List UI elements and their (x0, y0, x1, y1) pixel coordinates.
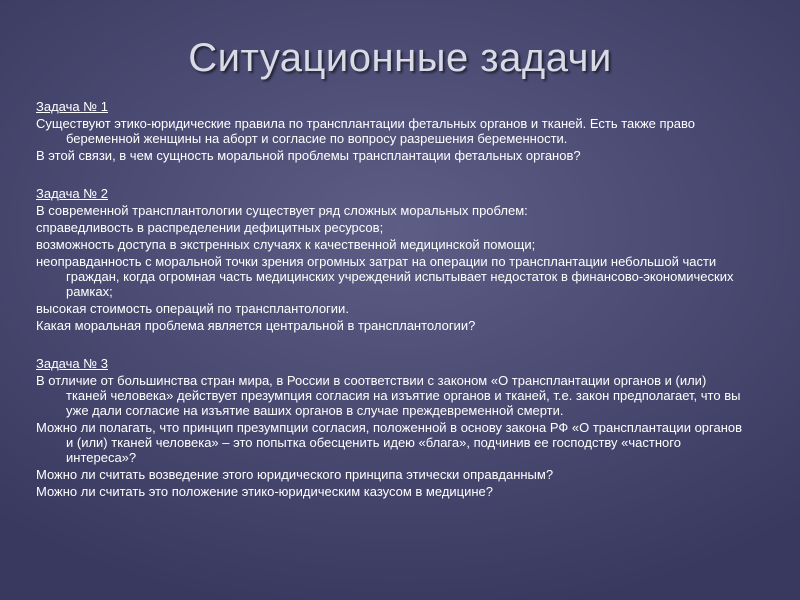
task-3 (36, 356, 750, 499)
task-2 (36, 186, 750, 333)
task-3-question: Можно ли полагать, что принцип презумпции согласия, положенной в основу закона РФ «О трансплантации органов и (или) тканей человека» – это попытка обесценить идею «блага», подчинив ее господству «частного интереса»? (36, 420, 743, 465)
task-2-heading: Задача № 2 (36, 186, 109, 201)
task-3-question: Можно ли считать это положение этико-юридическим казусом в медицине? (36, 484, 494, 499)
spacer (36, 335, 750, 356)
slide-title: Ситуационные задачи (188, 36, 612, 80)
task-1-question: В этой связи, в чем сущность моральной проблемы трансплантации фетальных органов? (36, 148, 581, 163)
spacer (36, 165, 750, 186)
task-2-question: Какая моральная проблема является центральной в трансплантологии? (36, 318, 476, 333)
task-3-paragraph: В отличие от большинства стран мира, в России в соответствии с законом «О трансплантации органов и (или) тканей человека» действует презумпция согласия на изъятие органов и тканей, т.е. закон предполагает, что вы уже дали согласие на изъятие ваших органов в случае преждевременной смерти. (36, 373, 741, 418)
slide-content (36, 99, 750, 501)
task-2-paragraph: высокая стоимость операций по трансплантологии. (36, 301, 349, 316)
task-1-paragraph: Существуют этико-юридические правила по трансплантации фетальных органов и тканей. Есть также право беременной женщины на аборт и согласие по вопросу разрешения беременности. (36, 116, 695, 146)
task-2-paragraph: справедливость в распределении дефицитных ресурсов; (36, 220, 384, 235)
task-2-paragraph: В современной трансплантологии существует ряд сложных моральных проблем: (36, 203, 528, 218)
task-3-question: Можно ли считать возведение этого юридического принципа этически оправданным? (36, 467, 554, 482)
task-2-paragraph: неоправданность с моральной точки зрения огромных затрат на операции по трансплантации небольшой части граждан, когда огромная часть медицинских учреждений испытывает недостаток в финансово-экономических рамках; (36, 254, 734, 299)
task-1 (36, 99, 750, 163)
task-2-paragraph: возможность доступа в экстренных случаях к качественной медицинской помощи; (36, 237, 536, 252)
task-1-heading: Задача № 1 (36, 99, 109, 114)
task-3-heading: Задача № 3 (36, 356, 109, 371)
